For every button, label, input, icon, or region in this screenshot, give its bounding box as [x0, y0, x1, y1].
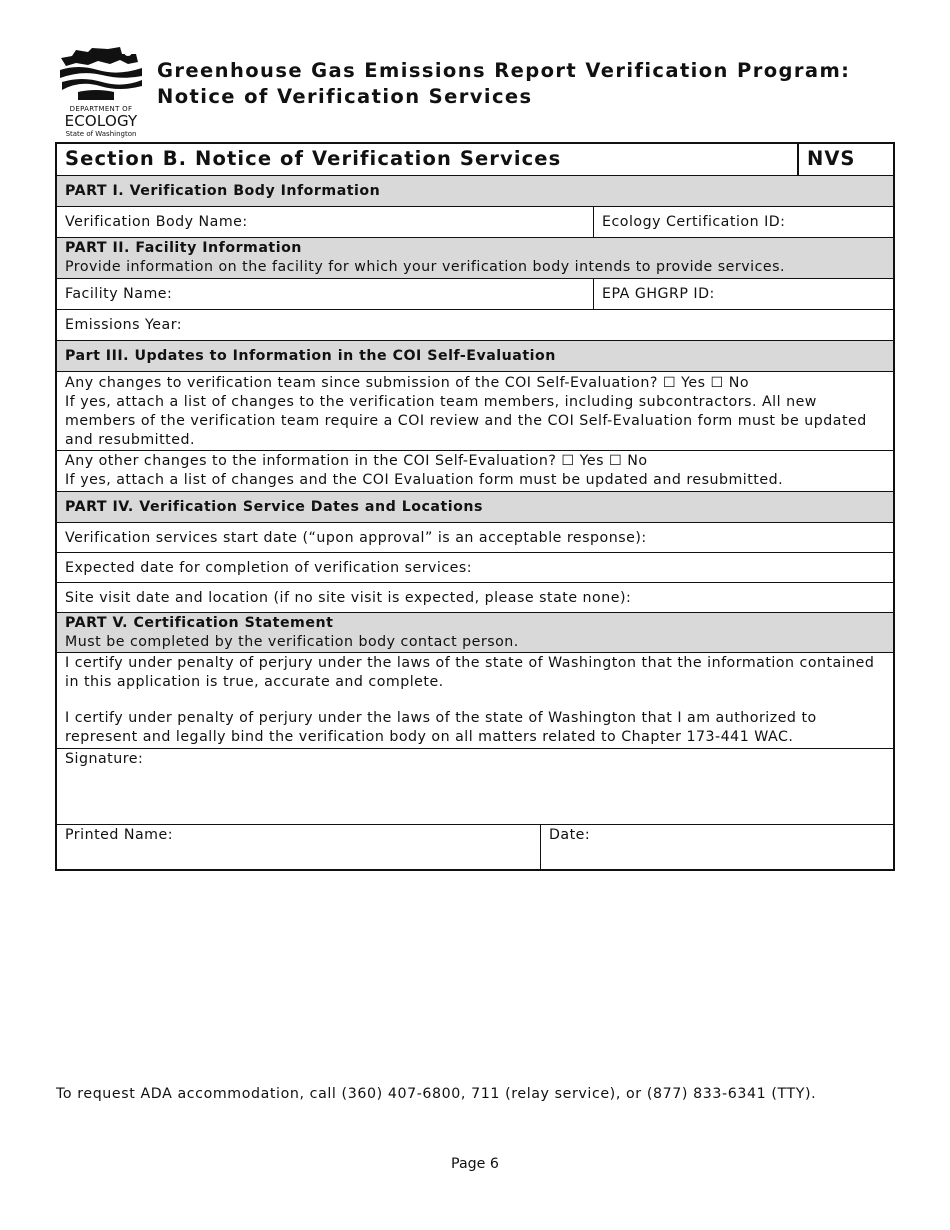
ada-footer: To request ADA accommodation, call (360) 407-6800, 711 (relay service), or (877) 833-6341 (TTY). [56, 1086, 817, 1102]
coi-other-change-row [57, 450, 893, 491]
page-number: Page 6 [451, 1156, 499, 1172]
nvs-form [55, 142, 895, 871]
page-header [58, 46, 898, 142]
part5-subheading: Must be completed by the verification body contact person. [65, 634, 519, 650]
facility-row [57, 278, 893, 309]
ecology-logo-icon [58, 46, 144, 104]
signature-field[interactable]: Signature: [65, 751, 144, 767]
certification-text-1: I certify under penalty of perjury under the laws of the state of Washington that the information contained in this application is true, accurate and complete. [65, 655, 875, 690]
part5-heading-row [57, 612, 893, 652]
site-visit-row [57, 582, 893, 612]
printed-name-date-row [57, 824, 893, 869]
title-line-2: Notice of Verification Services [157, 85, 533, 108]
site-visit-field[interactable]: Site visit date and location (if no site visit is expected, please state none): [65, 589, 632, 606]
logo-dept-text: DEPARTMENT OF [69, 105, 133, 113]
part3-heading-row [57, 340, 893, 371]
logo-state-text: State of Washington [65, 130, 137, 138]
emissions-year-field[interactable]: Emissions Year: [65, 317, 183, 333]
printed-name-field[interactable]: Printed Name: [65, 827, 174, 843]
part4-heading: PART IV. Verification Service Dates and Locations [65, 499, 483, 515]
start-date-row [57, 522, 893, 552]
part2-heading: PART II. Facility Information [65, 240, 302, 256]
section-code: NVS [797, 144, 893, 175]
part5-heading: PART V. Certification Statement [65, 615, 334, 631]
signature-row [57, 748, 893, 824]
part1-heading: PART I. Verification Body Information [65, 183, 381, 199]
completion-date-field[interactable]: Expected date for completion of verification services: [65, 559, 473, 576]
part1-heading-row [57, 175, 893, 206]
facility-name-field[interactable]: Facility Name: [65, 286, 173, 302]
section-title: Section B. Notice of Verification Services [65, 147, 562, 170]
part4-heading-row [57, 491, 893, 522]
logo-ecology-text: ECOLOGY [64, 112, 138, 130]
start-date-field[interactable]: Verification services start date (“upon approval” is an acceptable response): [65, 529, 647, 546]
part3-heading: Part III. Updates to Information in the COI Self-Evaluation [65, 348, 556, 364]
part2-subheading: Provide information on the facility for which your verification body intends to provide services. [65, 259, 786, 275]
part2-heading-row [57, 237, 893, 278]
vb-name-field[interactable]: Verification Body Name: [65, 214, 248, 230]
certification-statement-row [57, 652, 893, 748]
emissions-year-row [57, 309, 893, 340]
epa-id-field[interactable]: EPA GHGRP ID: [593, 279, 893, 309]
ecology-logo [58, 46, 144, 142]
title-line-1: Greenhouse Gas Emissions Report Verification Program: [157, 59, 851, 82]
certification-text-2: I certify under penalty of perjury under the laws of the state of Washington that I am authorized to represent and legally bind the verification body on all matters related to Chapter 173-441 WAC. [65, 710, 817, 745]
coi-team-change-note: If yes, attach a list of changes to the verification team members, including subcontractors. All new members of the verification team require a COI review and the COI Self-Evaluation form must be updated and resubmitted. [65, 394, 867, 448]
coi-team-change-question[interactable]: Any changes to verification team since submission of the COI Self-Evaluation? ☐ Yes ☐ No [65, 375, 750, 391]
coi-other-change-question[interactable]: Any other changes to the information in the COI Self-Evaluation? ☐ Yes ☐ No [65, 453, 648, 469]
vb-info-row [57, 206, 893, 237]
cert-id-field[interactable]: Ecology Certification ID: [593, 207, 893, 237]
coi-team-change-row [57, 371, 893, 450]
page-title [157, 58, 850, 110]
completion-date-row [57, 552, 893, 582]
date-field[interactable]: Date: [540, 825, 893, 869]
section-title-row [57, 144, 893, 175]
coi-other-change-note: If yes, attach a list of changes and the COI Evaluation form must be updated and resubmitted. [65, 472, 784, 488]
